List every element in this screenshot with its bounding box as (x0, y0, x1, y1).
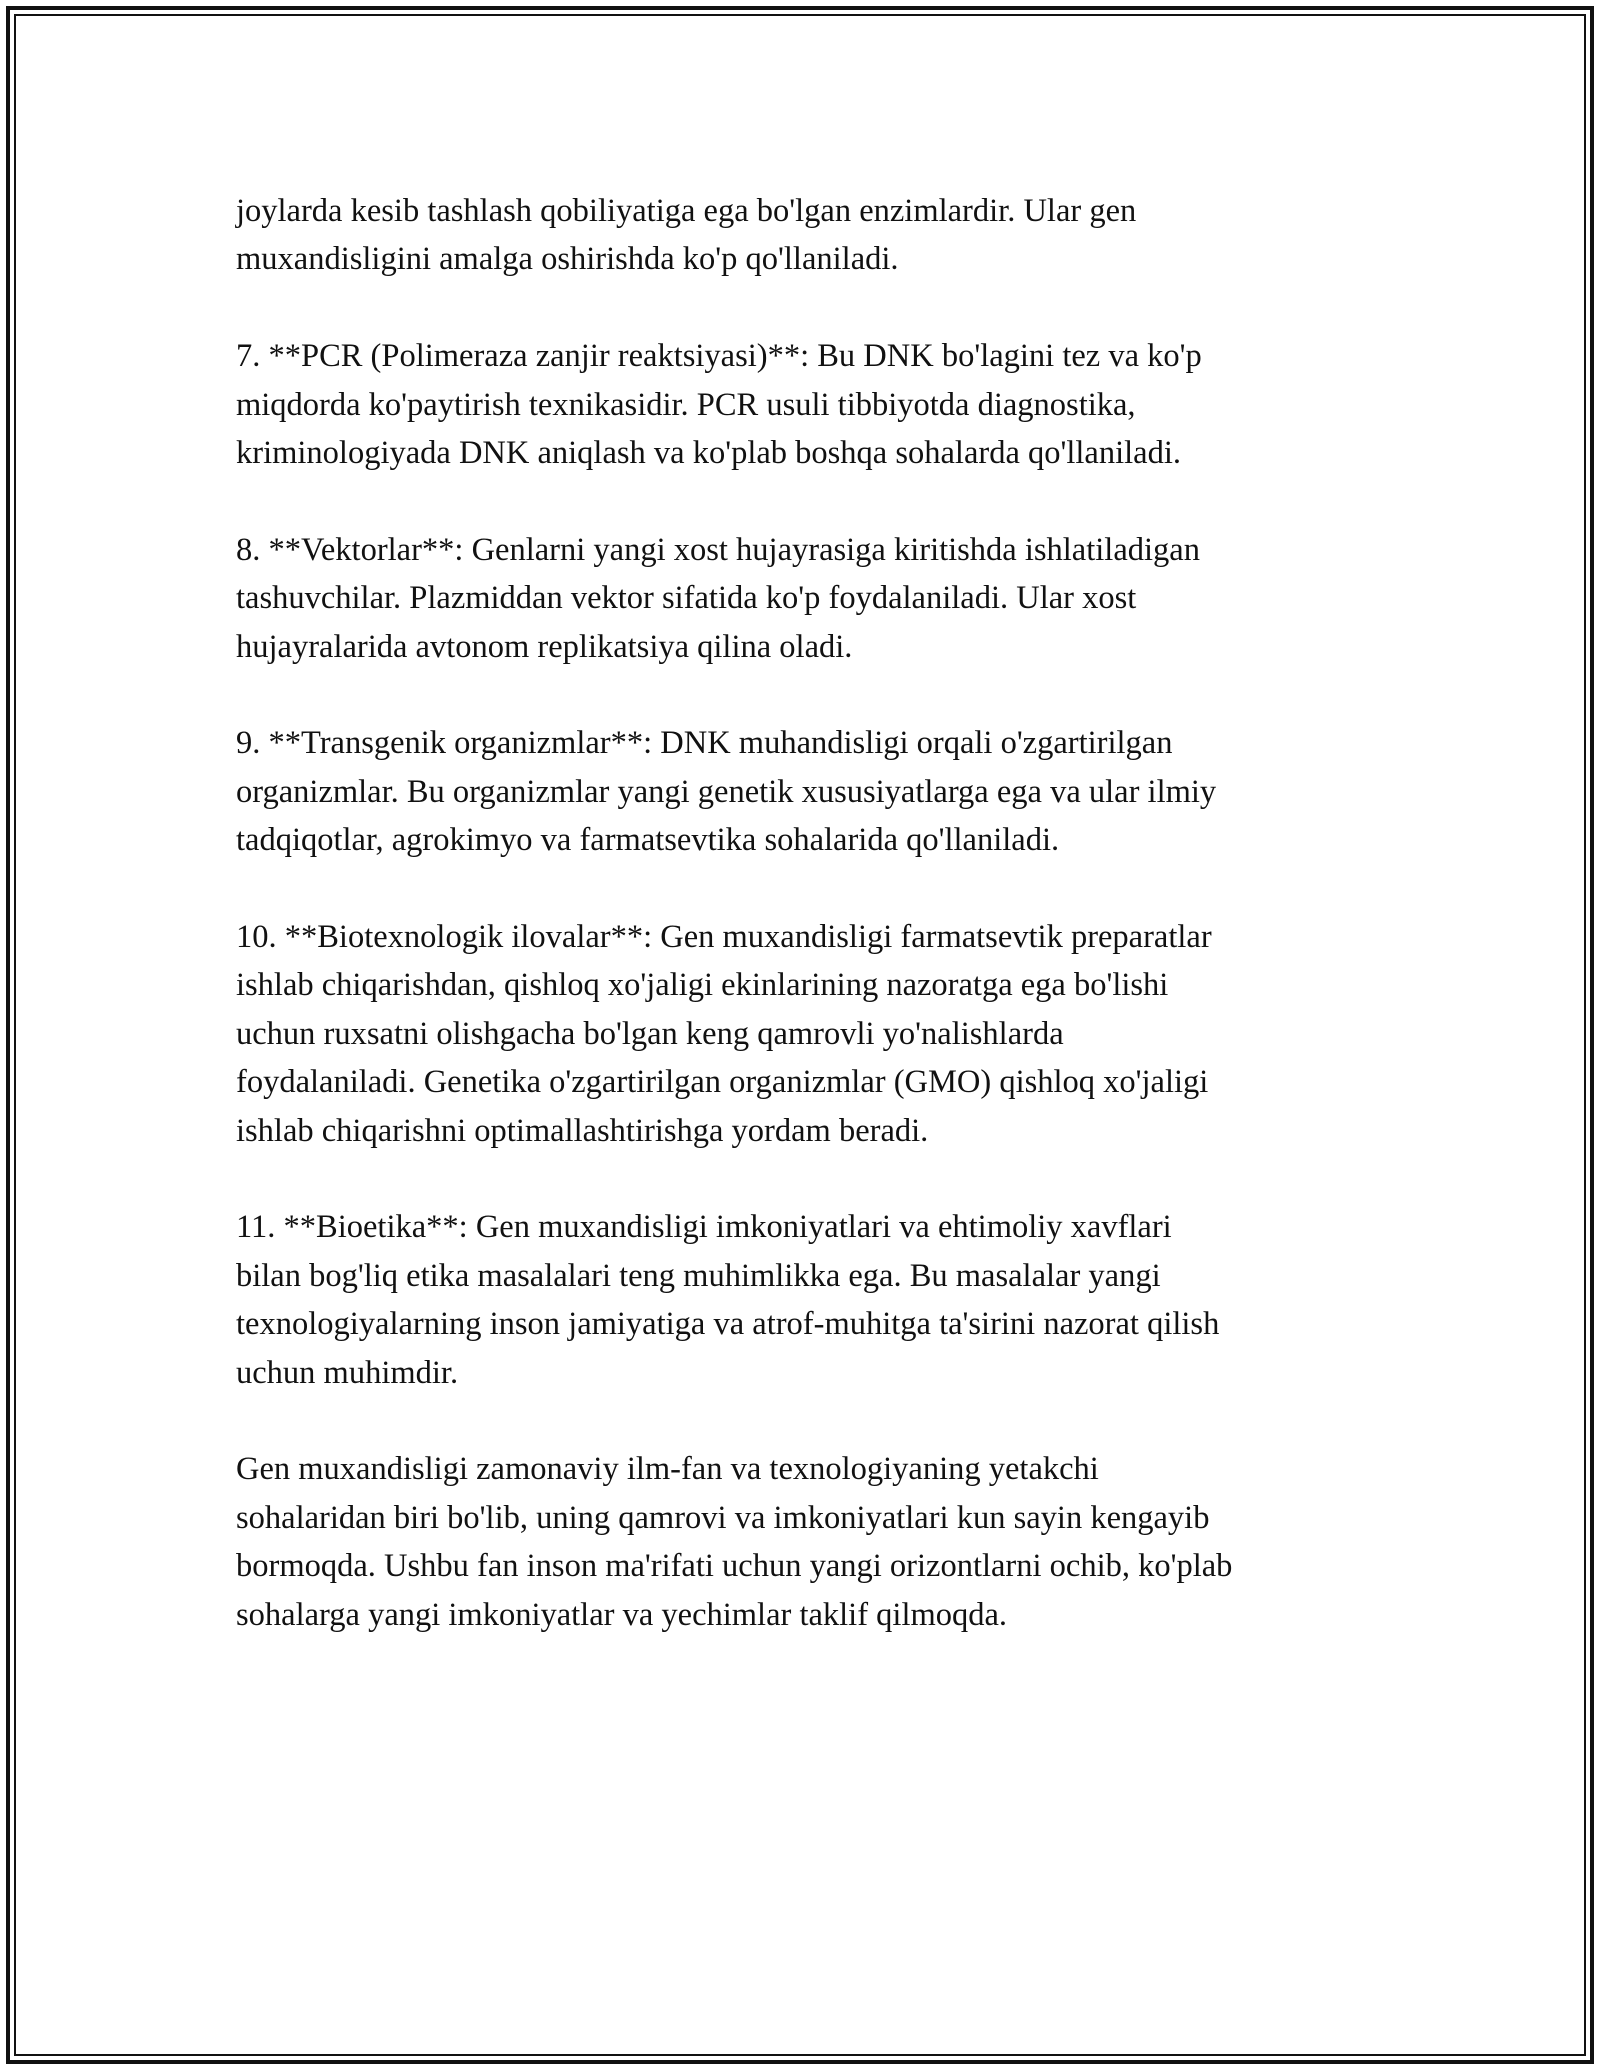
paragraph-conclusion: Gen muxandisligi zamonaviy ilm-fan va texnologiyaning yetakchi sohalaridan biri bo'lib, uning qamrovi va imkoniyatlari kun sayin kengayib bormoqda. Ushbu fan inson ma'rifati uchun yangi orizontlarni ochib, ko'plab sohalarga yangi imkoniyatlar va yechimlar taklif qilmoqda. (236, 1451, 1233, 1633)
paragraph-biotech-applications: 10. **Biotexnologik ilovalar**: Gen muxandisligi farmatsevtik preparatlar ishlab chiqarishdan, qishloq xo'jaligi ekinlarining nazoratga ega bo'lishi uchun ruxsatni olishgacha bo'lgan keng qamrovli yo'nalishlarda foydalaniladi. Genetika o'zgartirilgan organizmlar (GMO) qishloq xo'jaligi ishlab chiqarishni optimallashtirishga yordam beradi. (236, 919, 1212, 1149)
paragraph-enzymes-continued: joylarda kesib tashlash qobiliyatiga ega bo'lgan enzimlardir. Ular gen muxandisligini amalga oshirishda ko'p qo'llaniladi. (236, 193, 1137, 278)
paragraph-transgenic-organisms: 9. **Transgenik organizmlar**: DNK muhandisligi orqali o'zgartirilgan organizmlar. Bu organizmlar yangi genetik xususiyatlarga ega va ular ilmiy tadqiqotlar, agrokimyo va farmatsevtika sohalarida qo'llaniladi. (236, 725, 1217, 859)
paragraph-pcr: 7. **PCR (Polimeraza zanjir reaktsiyasi)**: Bu DNK bo'lagini tez va ko'p miqdorda ko'paytirish texnikasidir. PCR usuli tibbiyotda diagnostika, kriminologiyada DNK aniqlash va ko'plab boshqa sohalarda qo'llaniladi. (236, 338, 1202, 472)
paragraph-bioethics: 11. **Bioetika**: Gen muxandisligi imkoniyatlari va ehtimoliy xavflari bilan bog'liq etika masalalari teng muhimlikka ega. Bu masalalar yangi texnologiyalarning inson jamiyatiga va atrof-muhitga ta'sirini nazorat qilish uchun muhimdir. (236, 1209, 1220, 1391)
document-body (236, 187, 1386, 1639)
paragraph-vectors: 8. **Vektorlar**: Genlarni yangi xost hujayrasiga kiritishda ishlatiladigan tashuvchilar. Plazmiddan vektor sifatida ko'p foydalaniladi. Ular xost hujayralarida avtonom replikatsiya qilina oladi. (236, 531, 1200, 665)
